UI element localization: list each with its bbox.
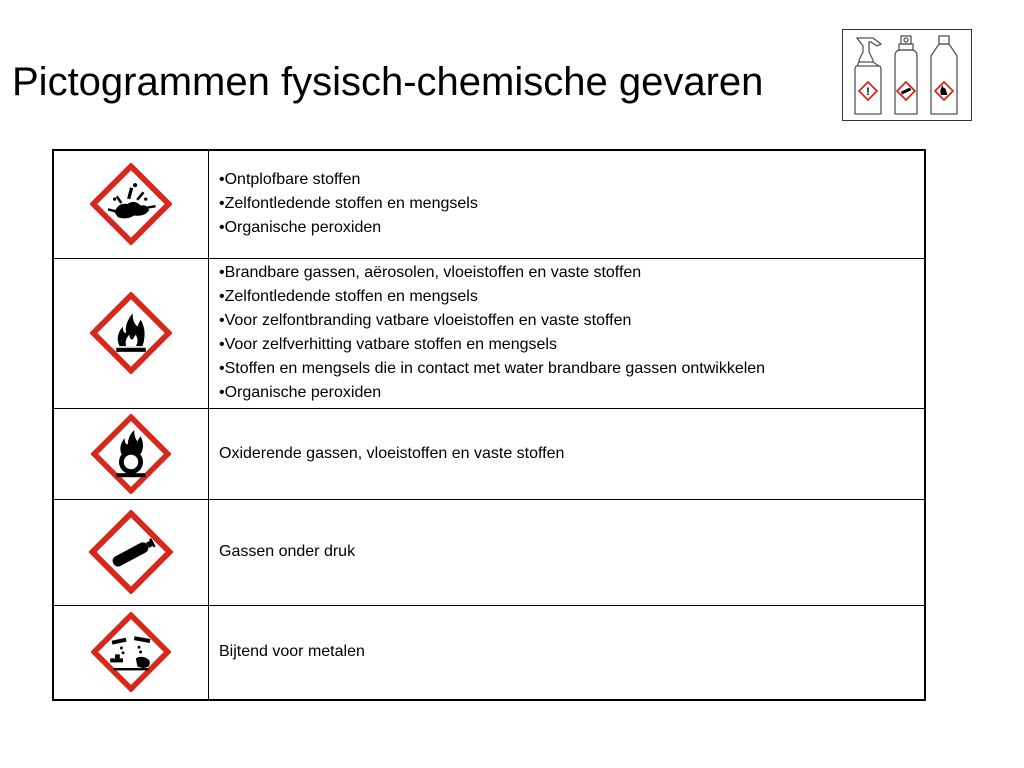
- svg-text:!: !: [866, 86, 870, 98]
- flame-icon: [90, 292, 172, 374]
- icon-cell: [53, 258, 209, 408]
- description-line: Gassen onder druk: [219, 543, 356, 560]
- corrosion-icon: [91, 612, 171, 692]
- icon-cell: [53, 408, 209, 499]
- icon-cell: [53, 150, 209, 258]
- description-cell: [209, 605, 926, 700]
- description-line: •Stoffen en mengsels die in contact met water brandbare gassen ontwikkelen: [219, 360, 766, 377]
- description-cell: [209, 499, 926, 605]
- description-line: Bijtend voor metalen: [219, 643, 365, 661]
- exploding-bomb-icon: [90, 163, 172, 245]
- description-line: Oxiderende gassen, vloeistoffen en vaste stoffen: [219, 444, 565, 462]
- table-row: [53, 605, 925, 700]
- spray-bottle-labels-icon: [842, 29, 972, 121]
- description-cell: [209, 150, 926, 258]
- description-line: •Organische peroxiden: [219, 384, 382, 401]
- table-row: [53, 258, 925, 408]
- icon-cell: [53, 605, 209, 700]
- description-line: •Organische peroxiden: [219, 219, 382, 237]
- flame-over-circle-icon: [91, 414, 171, 494]
- description-cell: [209, 258, 926, 408]
- table-row: [53, 150, 925, 258]
- description-line: •Brandbare gassen, aërosolen, vloeistoffen en vaste stoffen: [219, 264, 642, 281]
- description-line: •Zelfontledende stoffen en mengsels: [219, 195, 478, 213]
- icon-cell: [53, 499, 209, 605]
- hazard-table: [52, 149, 926, 701]
- description-line: •Zelfontledende stoffen en mengsels: [219, 288, 478, 305]
- description-line: •Ontplofbare stoffen: [219, 171, 361, 189]
- page-title: Pictogrammen fysisch-chemische gevaren: [12, 60, 764, 104]
- table-row: [53, 408, 925, 499]
- description-line: •Voor zelfontbranding vatbare vloeistoffen en vaste stoffen: [219, 312, 632, 329]
- gas-cylinder-icon: [89, 510, 173, 594]
- description-cell: [209, 408, 926, 499]
- description-line: •Voor zelfverhitting vatbare stoffen en mengsels: [219, 336, 557, 353]
- table-row: [53, 499, 925, 605]
